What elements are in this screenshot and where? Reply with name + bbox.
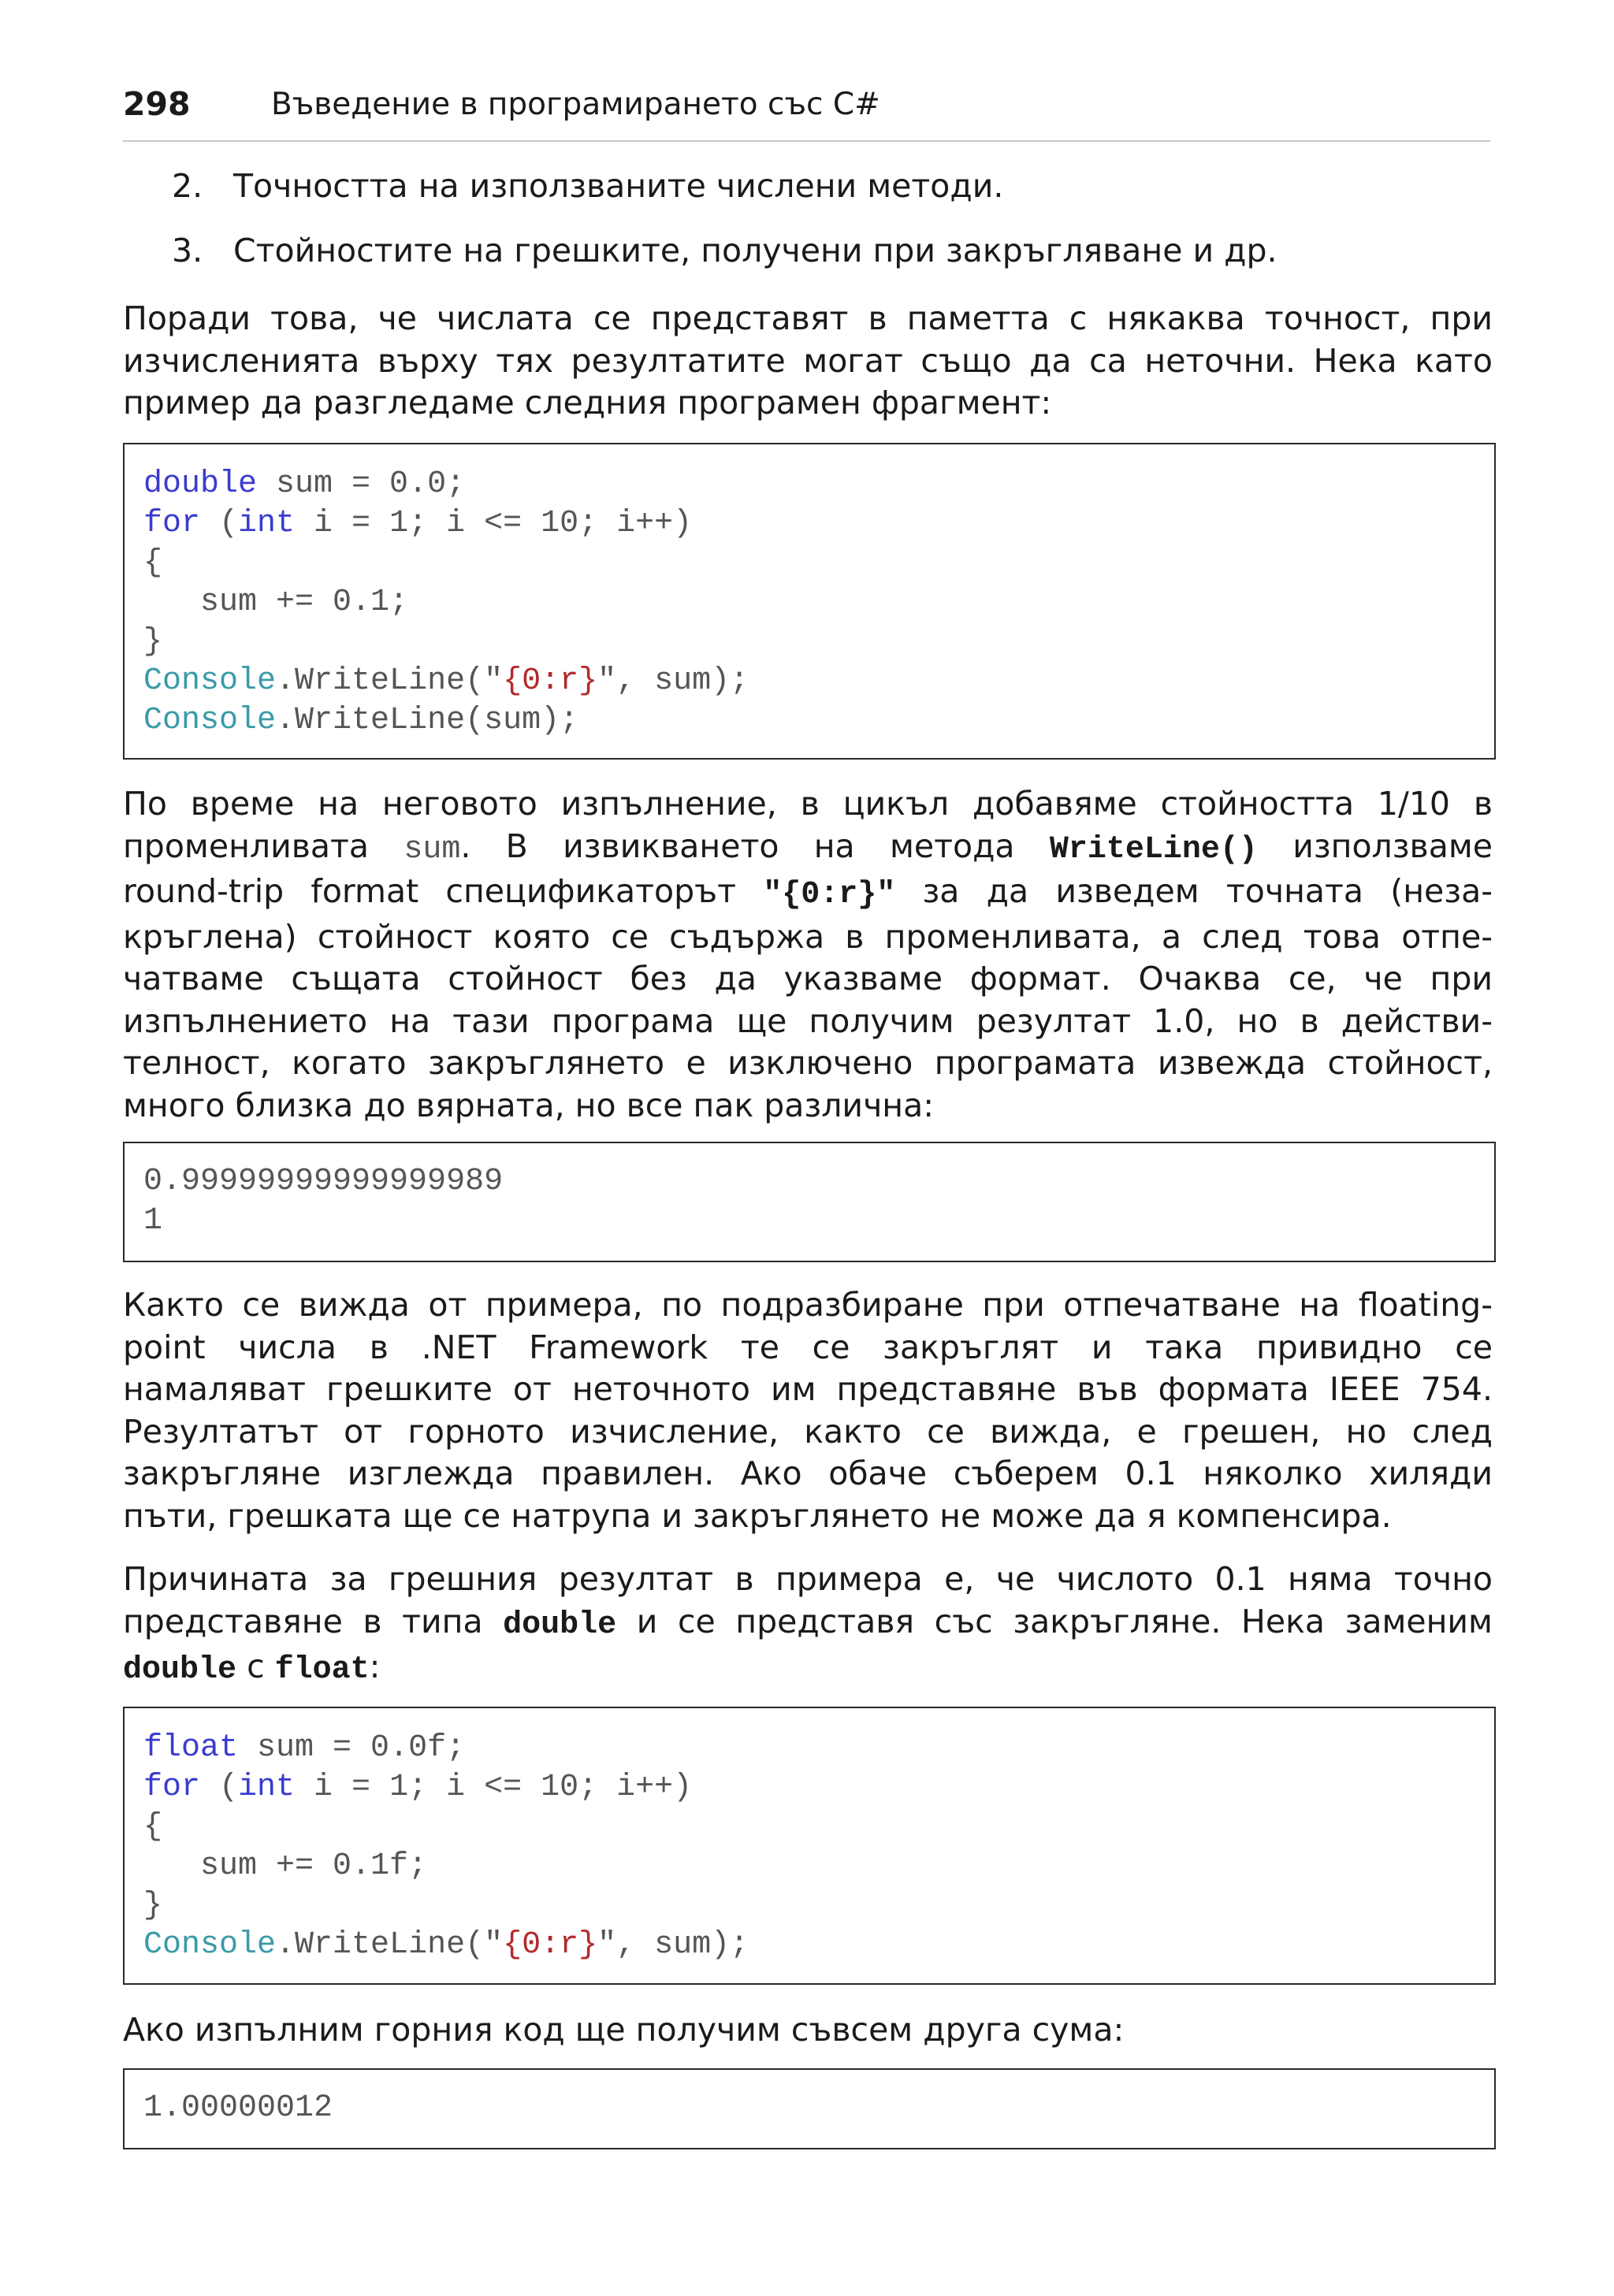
code-token: ( xyxy=(200,506,239,541)
code-string: {0:r} xyxy=(503,1927,598,1963)
code-line xyxy=(143,1730,465,1766)
list-item-number: 2. xyxy=(172,167,203,205)
code-line xyxy=(143,466,465,502)
page-header xyxy=(123,79,1490,142)
code-line xyxy=(143,703,578,738)
code-line xyxy=(143,1770,692,1805)
code-keyword: int xyxy=(238,506,296,541)
output-block-float xyxy=(123,2068,1496,2149)
numbered-list xyxy=(123,167,1496,296)
paragraph-line: много близка до вярната, но все пак различна: xyxy=(123,1086,935,1124)
code-line xyxy=(143,545,162,581)
code-token: ", sum); xyxy=(597,1927,749,1963)
code-token: { xyxy=(143,1809,163,1845)
paragraph-reason xyxy=(123,1559,1493,1692)
list-item xyxy=(123,232,1496,296)
paragraph-line xyxy=(123,1646,1493,1692)
list-item xyxy=(123,167,1496,232)
code-line xyxy=(143,624,162,659)
output-listing xyxy=(143,2089,333,2128)
list-item-text: Точността на използваните числени методи. xyxy=(233,167,1004,205)
paragraph-line xyxy=(123,826,1493,871)
code-listing xyxy=(143,465,749,741)
paragraph-line: Причината за грешния резултат в примера е, че числото 0.1 няма точно xyxy=(123,1560,1493,1598)
paragraph-line: чатваме същата стойност без да указваме формат. Очаква се, че при xyxy=(123,960,1493,998)
paragraph-line: Резултатът от горното изчисление, както се вижда, е грешен, но след xyxy=(123,1412,1493,1451)
paragraph-line: пъти, грешката ще се натрупа и закръглянето не може да я компенсира. xyxy=(123,1496,1392,1535)
code-token: i = 1; i <= 10; i++) xyxy=(295,1770,693,1805)
paragraph-rounding xyxy=(123,1284,1493,1537)
code-token: sum = 0.0; xyxy=(257,466,466,502)
text-run: променливата xyxy=(123,827,404,865)
code-string: {0:r} xyxy=(503,663,598,699)
text-run: round-trip format спецификаторът xyxy=(123,872,764,910)
text-run: и се представя със закръгляне. Нека заменим xyxy=(616,1602,1493,1640)
text-run: с xyxy=(236,1648,275,1685)
code-listing xyxy=(143,1729,749,1965)
code-block-double xyxy=(123,443,1496,760)
text-run: : xyxy=(369,1648,381,1685)
code-line xyxy=(143,1888,162,1923)
paragraph-line: телност, когато закръглянето е изключено програмата извежда стойност, xyxy=(123,1044,1493,1082)
list-item-number: 3. xyxy=(172,232,203,269)
inline-code-method: WriteLine() xyxy=(1049,831,1258,868)
paragraph-line: Поради това, че числата се представят в паметта с някаква точност, при xyxy=(123,299,1493,337)
paragraph-line: кръглена) стойност която се съдържа в променливата, а след това отпе- xyxy=(123,917,1493,956)
code-line xyxy=(143,1927,749,1963)
inline-code-double: double xyxy=(123,1652,237,1688)
code-keyword: for xyxy=(143,1770,201,1805)
paragraph-line: пример да разгледаме следния програмен фрагмент: xyxy=(123,384,1052,422)
code-token: ", sum); xyxy=(597,663,749,699)
paragraph-explanation xyxy=(123,783,1493,1127)
code-line xyxy=(143,1809,162,1845)
output-line: 0.99999999999999989 xyxy=(143,1164,504,1199)
text-run: представяне в типа xyxy=(123,1602,504,1640)
code-line xyxy=(143,663,749,699)
paragraph-line: Ако изпълним горния код ще получим съвсем друга сума: xyxy=(123,2011,1125,2049)
inline-code-format: "{0:r}" xyxy=(763,877,896,912)
text-run: . В извикването на метода xyxy=(460,827,1050,865)
paragraph-line: закръгляне изглежда правилен. Ако обаче съберем 0.1 няколко хиляди xyxy=(123,1455,1493,1492)
code-token: sum = 0.0f; xyxy=(238,1730,466,1766)
code-line xyxy=(143,506,692,541)
code-line xyxy=(143,585,408,620)
paragraph-line: изпълнението на тази програма ще получим резултат 1.0, но в действи- xyxy=(123,1001,1493,1040)
code-token: .WriteLine(" xyxy=(276,663,504,699)
text-run: използваме xyxy=(1257,827,1493,865)
paragraph-line: изчисленията върху тях резултатите могат също да са неточни. Нека като xyxy=(123,341,1493,380)
paragraph-line: намаляват грешките от неточното им представяне във формата IEEE 754. xyxy=(123,1370,1493,1408)
code-token: ( xyxy=(200,1770,239,1805)
code-keyword: float xyxy=(143,1730,239,1766)
output-listing xyxy=(143,1162,503,1241)
code-class-name: Console xyxy=(143,703,277,738)
code-class-name: Console xyxy=(143,663,277,699)
output-block-double xyxy=(123,1142,1496,1262)
text-run: за да изведем точната (неза- xyxy=(895,872,1493,910)
paragraph-result xyxy=(123,2009,1493,2052)
paragraph-line xyxy=(123,871,1493,916)
output-line: 1.00000012 xyxy=(143,2090,333,2126)
code-keyword: double xyxy=(143,466,258,502)
paragraph-intro xyxy=(123,298,1493,425)
code-token: } xyxy=(143,1888,163,1923)
paragraph-line: Както се вижда от примера, по подразбиране при отпечатване на floating- xyxy=(123,1286,1493,1324)
code-token: { xyxy=(143,545,163,581)
inline-code-float: float xyxy=(274,1652,370,1688)
code-token: i = 1; i <= 10; i++) xyxy=(295,506,693,541)
code-block-float xyxy=(123,1707,1496,1985)
output-line: 1 xyxy=(143,1203,163,1239)
code-keyword: for xyxy=(143,506,201,541)
paragraph-line: По време на неговото изпълнение, в цикъл добавяме стойността 1/10 в xyxy=(123,785,1493,823)
code-keyword: int xyxy=(238,1770,296,1805)
list-item-text: Стойностите на грешките, получени при закръгляване и др. xyxy=(233,232,1277,269)
code-token: } xyxy=(143,624,163,659)
code-line xyxy=(143,1848,427,1884)
code-token: .WriteLine(sum); xyxy=(276,703,579,738)
paragraph-line xyxy=(123,1601,1493,1647)
paragraph-line: point числа в .NET Framework те се закръглят и така привидно се xyxy=(123,1328,1493,1366)
inline-code-double: double xyxy=(503,1607,617,1643)
code-token: sum += 0.1; xyxy=(143,585,409,620)
page-number: 298 xyxy=(123,85,191,123)
code-token: .WriteLine(" xyxy=(276,1927,504,1963)
inline-code-sum: sum xyxy=(404,831,461,868)
code-class-name: Console xyxy=(143,1927,277,1963)
code-token: sum += 0.1f; xyxy=(143,1848,428,1884)
book-title: Въведение в програмирането със C# xyxy=(271,87,880,122)
